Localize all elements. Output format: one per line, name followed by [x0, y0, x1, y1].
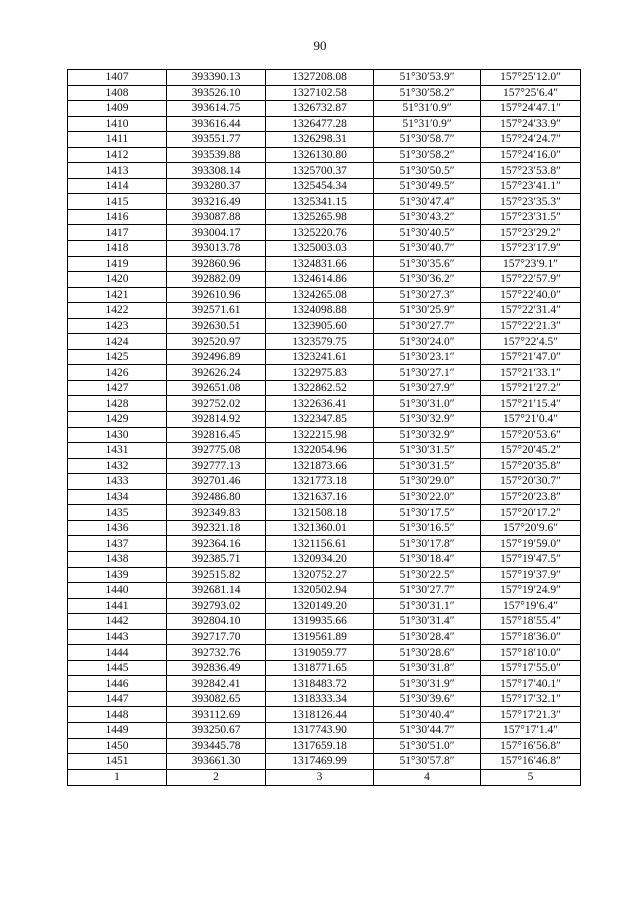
point-number-cell: 1451: [68, 754, 167, 770]
x-coordinate-cell: 393661.30: [167, 754, 266, 770]
y-coordinate-cell: 1324614.86: [266, 272, 374, 288]
y-coordinate-cell: 1325700.37: [266, 163, 374, 179]
longitude-cell: 157°21′0.4″: [481, 412, 581, 428]
x-coordinate-cell: 393390.13: [167, 70, 266, 86]
latitude-cell: 51°30′16.5″: [374, 520, 481, 536]
x-coordinate-cell: 392349.83: [167, 505, 266, 521]
latitude-cell: 51°30′35.6″: [374, 256, 481, 272]
longitude-cell: 157°17′32.1″: [481, 691, 581, 707]
longitude-cell: 157°24′16.0″: [481, 147, 581, 163]
y-coordinate-cell: 1327102.58: [266, 85, 374, 101]
table-row: [68, 489, 581, 505]
table-row: [68, 101, 581, 117]
latitude-cell: 51°30′57.8″: [374, 754, 481, 770]
point-number-cell: 1409: [68, 101, 167, 117]
longitude-cell: 157°25′6.4″: [481, 85, 581, 101]
point-number-cell: 1443: [68, 629, 167, 645]
x-coordinate-cell: 392364.16: [167, 536, 266, 552]
table-row: [68, 427, 581, 443]
x-coordinate-cell: 393551.77: [167, 132, 266, 148]
y-coordinate-cell: 1322862.52: [266, 380, 374, 396]
longitude-cell: 157°24′33.9″: [481, 116, 581, 132]
point-number-cell: 1440: [68, 583, 167, 599]
x-coordinate-cell: 393614.75: [167, 101, 266, 117]
point-number-cell: 1431: [68, 443, 167, 459]
longitude-cell: 157°23′29.2″: [481, 225, 581, 241]
y-coordinate-cell: 1321873.66: [266, 458, 374, 474]
longitude-cell: 157°19′47.5″: [481, 551, 581, 567]
point-number-cell: 1425: [68, 349, 167, 365]
point-number-cell: 1422: [68, 303, 167, 319]
point-number-cell: 1421: [68, 287, 167, 303]
x-coordinate-cell: 392701.46: [167, 474, 266, 490]
x-coordinate-cell: 392515.82: [167, 567, 266, 583]
point-number-cell: 1435: [68, 505, 167, 521]
y-coordinate-cell: 1323905.60: [266, 318, 374, 334]
point-number-cell: 1414: [68, 178, 167, 194]
longitude-cell: 157°17′55.0″: [481, 660, 581, 676]
y-coordinate-cell: 1318126.44: [266, 707, 374, 723]
point-number-cell: 1412: [68, 147, 167, 163]
y-coordinate-cell: 1318333.34: [266, 691, 374, 707]
x-coordinate-cell: 392793.02: [167, 598, 266, 614]
x-coordinate-cell: 392681.14: [167, 583, 266, 599]
longitude-cell: 157°22′31.4″: [481, 303, 581, 319]
y-coordinate-cell: 1321637.16: [266, 489, 374, 505]
y-coordinate-cell: 1318771.65: [266, 660, 374, 676]
point-number-cell: 1407: [68, 70, 167, 86]
point-number-cell: 1419: [68, 256, 167, 272]
point-number-cell: 1427: [68, 380, 167, 396]
point-number-cell: 1439: [68, 567, 167, 583]
y-coordinate-cell: 1323241.61: [266, 349, 374, 365]
latitude-cell: 51°30′28.4″: [374, 629, 481, 645]
table-row: [68, 505, 581, 521]
point-number-cell: 1444: [68, 645, 167, 661]
table-row: [68, 287, 581, 303]
table-row: [68, 722, 581, 738]
latitude-cell: 51°30′18.4″: [374, 551, 481, 567]
x-coordinate-cell: 392496.89: [167, 349, 266, 365]
x-coordinate-cell: 392520.97: [167, 334, 266, 350]
point-number-cell: 1432: [68, 458, 167, 474]
table-row: [68, 318, 581, 334]
table-row: [68, 225, 581, 241]
latitude-cell: 51°30′23.1″: [374, 349, 481, 365]
y-coordinate-cell: 1326130.80: [266, 147, 374, 163]
longitude-cell: 157°23′17.9″: [481, 241, 581, 257]
table-row: [68, 396, 581, 412]
latitude-cell: 51°30′40.7″: [374, 241, 481, 257]
x-coordinate-cell: 393445.78: [167, 738, 266, 754]
x-coordinate-cell: 393082.65: [167, 691, 266, 707]
point-number-cell: 1441: [68, 598, 167, 614]
y-coordinate-cell: 1322975.83: [266, 365, 374, 381]
y-coordinate-cell: 1321508.18: [266, 505, 374, 521]
longitude-cell: 157°20′35.8″: [481, 458, 581, 474]
point-number-cell: 1413: [68, 163, 167, 179]
point-number-cell: 1436: [68, 520, 167, 536]
longitude-cell: 157°22′40.0″: [481, 287, 581, 303]
y-coordinate-cell: 1318483.72: [266, 676, 374, 692]
longitude-cell: 157°20′17.2″: [481, 505, 581, 521]
y-coordinate-cell: 1321360.01: [266, 520, 374, 536]
x-coordinate-cell: 392717.70: [167, 629, 266, 645]
x-coordinate-cell: 392842.41: [167, 676, 266, 692]
table-row: [68, 614, 581, 630]
y-coordinate-cell: 1319059.77: [266, 645, 374, 661]
x-coordinate-cell: 392814.92: [167, 412, 266, 428]
column-number-cell: 2: [167, 769, 266, 785]
point-number-cell: 1430: [68, 427, 167, 443]
latitude-cell: 51°30′28.6″: [374, 645, 481, 661]
point-number-cell: 1448: [68, 707, 167, 723]
y-coordinate-cell: 1317743.90: [266, 722, 374, 738]
longitude-cell: 157°23′35.3″: [481, 194, 581, 210]
y-coordinate-cell: 1325220.76: [266, 225, 374, 241]
point-number-cell: 1426: [68, 365, 167, 381]
point-number-cell: 1417: [68, 225, 167, 241]
latitude-cell: 51°30′27.7″: [374, 318, 481, 334]
table-row: [68, 116, 581, 132]
longitude-cell: 157°21′27.2″: [481, 380, 581, 396]
latitude-cell: 51°30′25.9″: [374, 303, 481, 319]
table-row: [68, 458, 581, 474]
y-coordinate-cell: 1320934.20: [266, 551, 374, 567]
point-number-cell: 1442: [68, 614, 167, 630]
y-coordinate-cell: 1325265.98: [266, 209, 374, 225]
y-coordinate-cell: 1325454.34: [266, 178, 374, 194]
longitude-cell: 157°21′47.0″: [481, 349, 581, 365]
longitude-cell: 157°23′31.5″: [481, 209, 581, 225]
point-number-cell: 1411: [68, 132, 167, 148]
latitude-cell: 51°30′31.4″: [374, 614, 481, 630]
y-coordinate-cell: 1317469.99: [266, 754, 374, 770]
y-coordinate-cell: 1319935.66: [266, 614, 374, 630]
y-coordinate-cell: 1322215.98: [266, 427, 374, 443]
column-numbers-row: [68, 769, 581, 785]
longitude-cell: 157°18′36.0″: [481, 629, 581, 645]
x-coordinate-cell: 393216.49: [167, 194, 266, 210]
table-row: [68, 474, 581, 490]
latitude-cell: 51°30′39.6″: [374, 691, 481, 707]
y-coordinate-cell: 1324265.08: [266, 287, 374, 303]
point-number-cell: 1437: [68, 536, 167, 552]
x-coordinate-cell: 392321.18: [167, 520, 266, 536]
longitude-cell: 157°20′53.6″: [481, 427, 581, 443]
point-number-cell: 1428: [68, 396, 167, 412]
table-row: [68, 178, 581, 194]
latitude-cell: 51°30′50.5″: [374, 163, 481, 179]
y-coordinate-cell: 1327208.08: [266, 70, 374, 86]
y-coordinate-cell: 1325003.03: [266, 241, 374, 257]
table-row: [68, 738, 581, 754]
x-coordinate-cell: 392775.08: [167, 443, 266, 459]
longitude-cell: 157°19′24.9″: [481, 583, 581, 599]
y-coordinate-cell: 1319561.89: [266, 629, 374, 645]
point-number-cell: 1433: [68, 474, 167, 490]
latitude-cell: 51°30′17.8″: [374, 536, 481, 552]
table-row: [68, 629, 581, 645]
table-row: [68, 520, 581, 536]
page-number: 90: [313, 38, 327, 53]
latitude-cell: 51°30′17.5″: [374, 505, 481, 521]
longitude-cell: 157°24′24.7″: [481, 132, 581, 148]
y-coordinate-cell: 1322636.41: [266, 396, 374, 412]
y-coordinate-cell: 1326732.87: [266, 101, 374, 117]
table-row: [68, 691, 581, 707]
x-coordinate-cell: 392385.71: [167, 551, 266, 567]
table-row: [68, 334, 581, 350]
longitude-cell: 157°16′56.8″: [481, 738, 581, 754]
table-row: [68, 551, 581, 567]
column-number-cell: 1: [68, 769, 167, 785]
point-number-cell: 1423: [68, 318, 167, 334]
point-number-cell: 1424: [68, 334, 167, 350]
longitude-cell: 157°19′6.4″: [481, 598, 581, 614]
x-coordinate-cell: 392777.13: [167, 458, 266, 474]
y-coordinate-cell: 1322347.85: [266, 412, 374, 428]
longitude-cell: 157°17′40.1″: [481, 676, 581, 692]
longitude-cell: 157°17′1.4″: [481, 722, 581, 738]
table-row: [68, 349, 581, 365]
longitude-cell: 157°17′21.3″: [481, 707, 581, 723]
y-coordinate-cell: 1321773.18: [266, 474, 374, 490]
point-number-cell: 1416: [68, 209, 167, 225]
x-coordinate-cell: 393539.88: [167, 147, 266, 163]
latitude-cell: 51°30′31.5″: [374, 443, 481, 459]
table-row: [68, 85, 581, 101]
table-row: [68, 380, 581, 396]
coordinates-table: [67, 69, 581, 786]
latitude-cell: 51°30′31.8″: [374, 660, 481, 676]
latitude-cell: 51°30′31.5″: [374, 458, 481, 474]
table-row: [68, 598, 581, 614]
latitude-cell: 51°30′29.0″: [374, 474, 481, 490]
latitude-cell: 51°30′47.4″: [374, 194, 481, 210]
x-coordinate-cell: 392860.96: [167, 256, 266, 272]
longitude-cell: 157°19′59.0″: [481, 536, 581, 552]
latitude-cell: 51°30′22.5″: [374, 567, 481, 583]
latitude-cell: 51°30′53.9″: [374, 70, 481, 86]
y-coordinate-cell: 1324098.88: [266, 303, 374, 319]
longitude-cell: 157°21′33.1″: [481, 365, 581, 381]
latitude-cell: 51°30′32.9″: [374, 412, 481, 428]
table-row: [68, 412, 581, 428]
y-coordinate-cell: 1326477.28: [266, 116, 374, 132]
longitude-cell: 157°20′23.8″: [481, 489, 581, 505]
point-number-cell: 1418: [68, 241, 167, 257]
latitude-cell: 51°30′31.9″: [374, 676, 481, 692]
point-number-cell: 1449: [68, 722, 167, 738]
latitude-cell: 51°30′27.7″: [374, 583, 481, 599]
longitude-cell: 157°24′47.1″: [481, 101, 581, 117]
table-row: [68, 303, 581, 319]
x-coordinate-cell: 392836.49: [167, 660, 266, 676]
x-coordinate-cell: 392486.80: [167, 489, 266, 505]
longitude-cell: 157°18′10.0″: [481, 645, 581, 661]
point-number-cell: 1447: [68, 691, 167, 707]
latitude-cell: 51°30′27.1″: [374, 365, 481, 381]
longitude-cell: 157°18′55.4″: [481, 614, 581, 630]
latitude-cell: 51°30′43.2″: [374, 209, 481, 225]
table-row: [68, 660, 581, 676]
y-coordinate-cell: 1325341.15: [266, 194, 374, 210]
table-row: [68, 272, 581, 288]
longitude-cell: 157°22′57.9″: [481, 272, 581, 288]
y-coordinate-cell: 1322054.96: [266, 443, 374, 459]
point-number-cell: 1445: [68, 660, 167, 676]
x-coordinate-cell: 392804.10: [167, 614, 266, 630]
table-row: [68, 241, 581, 257]
table-row: [68, 583, 581, 599]
point-number-cell: 1408: [68, 85, 167, 101]
table-row: [68, 536, 581, 552]
x-coordinate-cell: 392816.45: [167, 427, 266, 443]
longitude-cell: 157°20′30.7″: [481, 474, 581, 490]
table-row: [68, 163, 581, 179]
point-number-cell: 1420: [68, 272, 167, 288]
latitude-cell: 51°30′27.9″: [374, 380, 481, 396]
longitude-cell: 157°25′12.0″: [481, 70, 581, 86]
y-coordinate-cell: 1320752.27: [266, 567, 374, 583]
longitude-cell: 157°23′41.1″: [481, 178, 581, 194]
longitude-cell: 157°20′9.6″: [481, 520, 581, 536]
table-row: [68, 256, 581, 272]
latitude-cell: 51°30′58.7″: [374, 132, 481, 148]
latitude-cell: 51°30′22.0″: [374, 489, 481, 505]
point-number-cell: 1434: [68, 489, 167, 505]
y-coordinate-cell: 1320502.94: [266, 583, 374, 599]
longitude-cell: 157°23′53.8″: [481, 163, 581, 179]
x-coordinate-cell: 392610.96: [167, 287, 266, 303]
x-coordinate-cell: 392732.76: [167, 645, 266, 661]
latitude-cell: 51°30′40.5″: [374, 225, 481, 241]
latitude-cell: 51°30′51.0″: [374, 738, 481, 754]
table-row: [68, 70, 581, 86]
latitude-cell: 51°30′40.4″: [374, 707, 481, 723]
coordinates-table-body: [68, 70, 581, 786]
y-coordinate-cell: 1321156.61: [266, 536, 374, 552]
y-coordinate-cell: 1323579.75: [266, 334, 374, 350]
latitude-cell: 51°31′0.9″: [374, 101, 481, 117]
y-coordinate-cell: 1317659.18: [266, 738, 374, 754]
y-coordinate-cell: 1324831.66: [266, 256, 374, 272]
table-row: [68, 645, 581, 661]
y-coordinate-cell: 1320149.20: [266, 598, 374, 614]
latitude-cell: 51°30′44.7″: [374, 722, 481, 738]
x-coordinate-cell: 393087.88: [167, 209, 266, 225]
table-row: [68, 132, 581, 148]
x-coordinate-cell: 392626.24: [167, 365, 266, 381]
x-coordinate-cell: 392571.61: [167, 303, 266, 319]
table-row: [68, 443, 581, 459]
longitude-cell: 157°20′45.2″: [481, 443, 581, 459]
table-row: [68, 194, 581, 210]
point-number-cell: 1415: [68, 194, 167, 210]
longitude-cell: 157°23′9.1″: [481, 256, 581, 272]
y-coordinate-cell: 1326298.31: [266, 132, 374, 148]
point-number-cell: 1438: [68, 551, 167, 567]
x-coordinate-cell: 393112.69: [167, 707, 266, 723]
longitude-cell: 157°16′46.8″: [481, 754, 581, 770]
latitude-cell: 51°31′0.9″: [374, 116, 481, 132]
longitude-cell: 157°21′15.4″: [481, 396, 581, 412]
column-number-cell: 3: [266, 769, 374, 785]
x-coordinate-cell: 393616.44: [167, 116, 266, 132]
column-number-cell: 5: [481, 769, 581, 785]
longitude-cell: 157°22′4.5″: [481, 334, 581, 350]
latitude-cell: 51°30′36.2″: [374, 272, 481, 288]
x-coordinate-cell: 393526.10: [167, 85, 266, 101]
x-coordinate-cell: 393013.78: [167, 241, 266, 257]
latitude-cell: 51°30′49.5″: [374, 178, 481, 194]
point-number-cell: 1450: [68, 738, 167, 754]
longitude-cell: 157°22′21.3″: [481, 318, 581, 334]
x-coordinate-cell: 392630.51: [167, 318, 266, 334]
latitude-cell: 51°30′31.0″: [374, 396, 481, 412]
table-row: [68, 707, 581, 723]
x-coordinate-cell: 392752.02: [167, 396, 266, 412]
latitude-cell: 51°30′32.9″: [374, 427, 481, 443]
latitude-cell: 51°30′27.3″: [374, 287, 481, 303]
latitude-cell: 51°30′58.2″: [374, 147, 481, 163]
x-coordinate-cell: 393280.37: [167, 178, 266, 194]
point-number-cell: 1410: [68, 116, 167, 132]
x-coordinate-cell: 393250.67: [167, 722, 266, 738]
table-row: [68, 147, 581, 163]
x-coordinate-cell: 392882.09: [167, 272, 266, 288]
table-row: [68, 209, 581, 225]
x-coordinate-cell: 393004.17: [167, 225, 266, 241]
table-row: [68, 567, 581, 583]
latitude-cell: 51°30′31.1″: [374, 598, 481, 614]
table-row: [68, 365, 581, 381]
x-coordinate-cell: 393308.14: [167, 163, 266, 179]
table-row: [68, 754, 581, 770]
point-number-cell: 1446: [68, 676, 167, 692]
latitude-cell: 51°30′24.0″: [374, 334, 481, 350]
table-row: [68, 676, 581, 692]
longitude-cell: 157°19′37.9″: [481, 567, 581, 583]
latitude-cell: 51°30′58.2″: [374, 85, 481, 101]
column-number-cell: 4: [374, 769, 481, 785]
point-number-cell: 1429: [68, 412, 167, 428]
x-coordinate-cell: 392651.08: [167, 380, 266, 396]
